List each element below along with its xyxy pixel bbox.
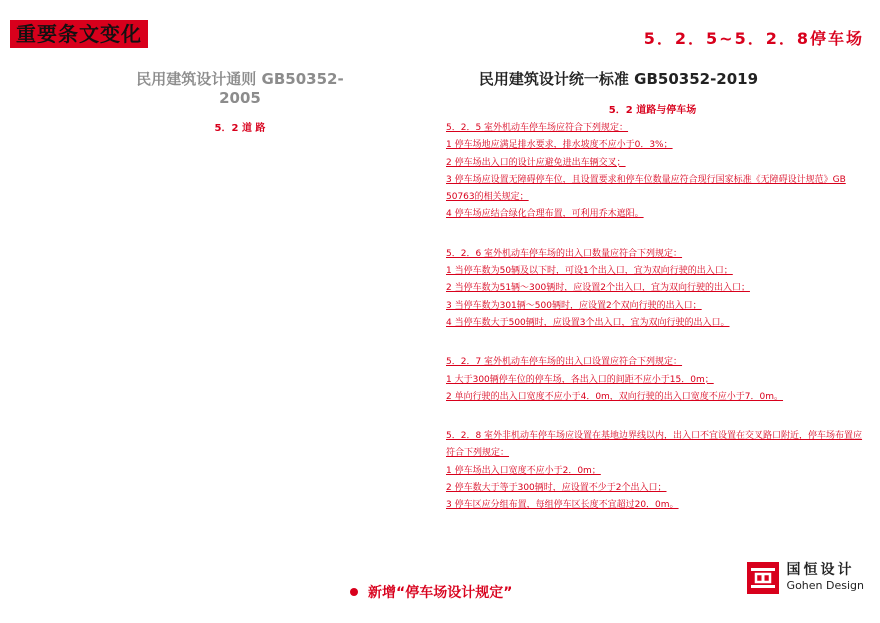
clause-line: 2 停车数大于等于300辆时，应设置不少于2个出入口； <box>446 483 667 494</box>
footer-note-text: 新增“停车场设计规定” <box>368 585 513 601</box>
clause-line: 5．2．7 室外机动车停车场的出入口设置应符合下列规定： <box>446 357 683 368</box>
clause-line: 1 停车场出入口宽度不应小于2．0m； <box>446 465 601 476</box>
bullet-icon <box>350 588 358 596</box>
section-title: 5．2．5~5．2．8停车场 <box>643 29 864 48</box>
clause-line: 3 停车区应分组布置，每组停车区长度不宜超过20．0m。 <box>446 500 679 511</box>
brand-name-en: Gohen Design <box>786 579 864 592</box>
clause-line: 5．2．5 室外机动车停车场应符合下列规定： <box>446 123 629 133</box>
clause-line: 4 当停车数大于500辆时，应设置3个出入口，宜为双向行驶的出入口。 <box>446 317 730 328</box>
clause-line: 2 单向行驶的出入口宽度不应小于4．0m，双向行驶的出入口宽度不应小于7．0m。 <box>446 391 784 402</box>
clause-5-2-7 <box>446 354 868 406</box>
gohen-logo-icon <box>747 562 779 594</box>
clause-line: 1 停车场地应满足排水要求，排水坡度不应小于0．3%； <box>446 140 673 151</box>
section-tag: 重要条文变化 <box>10 20 148 48</box>
old-standard-column <box>120 68 360 134</box>
old-standard-title: 民用建筑设计通则 GB50352-2005 <box>136 70 344 107</box>
clause-line: 3 当停车数为301辆～500辆时，应设置2个双向行驶的出入口； <box>446 300 702 311</box>
brand <box>747 562 864 594</box>
clause-line: 2 停车场出入口的设计应避免进出车辆交叉； <box>446 157 626 168</box>
brand-name-cn: 国恒设计 <box>786 562 855 578</box>
clause-5-2-8 <box>446 428 868 514</box>
footer-note <box>350 582 512 602</box>
clause-5-2-5 <box>446 120 868 224</box>
clause-line: 1 当停车数为50辆及以下时，可设1个出入口，宜为双向行驶的出入口； <box>446 266 733 277</box>
new-standard-title: 民用建筑设计统一标准 GB50352-2019 <box>478 70 759 88</box>
old-standard-subtitle: 5．2 道 路 <box>214 123 266 134</box>
clause-line: 1 大于300辆停车位的停车场，各出入口的间距不应小于15．0m； <box>446 374 714 385</box>
clause-5-2-6 <box>446 246 868 332</box>
new-standard-column <box>446 68 868 515</box>
clause-line: 4 停车场应结合绿化合理布置，可利用乔木遮阳。 <box>446 209 644 220</box>
clause-line: 5．2．8 室外非机动车停车场应设置在基地边界线以内，出入口不宜设置在交叉路口附近，停车场布置应符合下列规定： <box>446 431 863 459</box>
clause-line: 5．2．6 室外机动车停车场的出入口数量应符合下列规定： <box>446 248 683 259</box>
clause-line: 2 当停车数为51辆～300辆时，应设置2个出入口，宜为双向行驶的出入口； <box>446 283 750 294</box>
clause-line: 3 停车场应设置无障碍停车位，且设置要求和停车位数量应符合现行国家标准《无障碍设计规范》GB 50763的相关规定； <box>446 174 846 203</box>
new-standard-subtitle: 5．2 道路与停车场 <box>608 105 697 116</box>
